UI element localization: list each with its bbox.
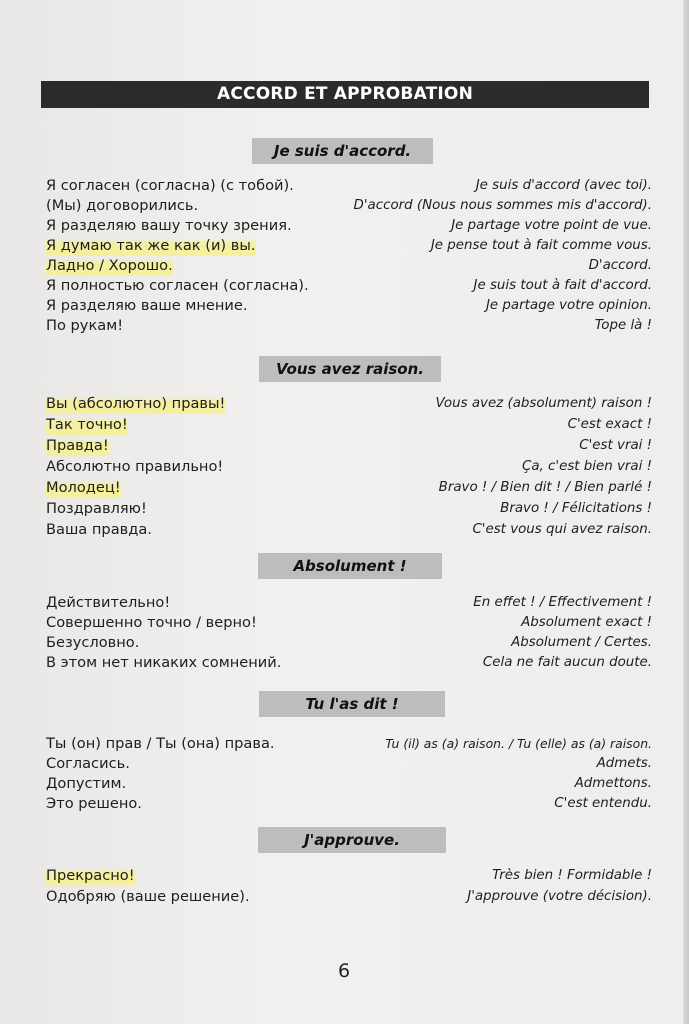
- russian-phrase: Допустим.: [46, 775, 127, 792]
- russian-phrase: Я полностью согласен (согласна).: [46, 277, 309, 294]
- russian-phrase: Действительно!: [46, 594, 171, 611]
- french-phrase: En effet ! / Effectivement !: [473, 595, 652, 610]
- russian-phrase: По рукам!: [46, 317, 124, 334]
- russian-phrase-highlighted: Правда!: [46, 437, 109, 454]
- phrase-row: [46, 754, 652, 774]
- french-phrase: Absolument exact !: [521, 615, 652, 630]
- french-phrase: D'accord (Nous nous sommes mis d'accord).: [353, 198, 652, 213]
- french-phrase: Admettons.: [574, 776, 652, 791]
- phrase-row: [46, 316, 652, 336]
- phrase-row: [46, 415, 652, 435]
- french-phrase: C'est entendu.: [554, 796, 652, 811]
- phrase-row: [46, 236, 652, 256]
- french-phrase: Ça, c'est bien vrai !: [521, 459, 652, 474]
- russian-phrase-highlighted: Я думаю так же как (и) вы.: [46, 237, 256, 254]
- phrase-row: [46, 394, 652, 414]
- page-number: 6: [337, 960, 351, 982]
- french-phrase: Je partage votre point de vue.: [451, 218, 652, 233]
- french-phrase: C'est exact !: [567, 417, 652, 432]
- phrase-row: [46, 276, 652, 296]
- russian-phrase-highlighted: Так точно!: [46, 416, 128, 433]
- french-phrase: C'est vrai !: [579, 438, 652, 453]
- french-phrase: D'accord.: [588, 258, 652, 273]
- french-phrase: Je suis tout à fait d'accord.: [473, 278, 652, 293]
- phrase-row: [46, 866, 652, 886]
- french-phrase: Je suis d'accord (avec toi).: [475, 178, 652, 193]
- phrase-row: [46, 256, 652, 276]
- russian-phrase-highlighted: Вы (абсолютно) правы!: [46, 395, 226, 412]
- phrase-row: [46, 520, 652, 540]
- russian-phrase: Ты (он) прав / Ты (она) права.: [46, 735, 275, 752]
- page-title: ACCORD ET APPROBATION: [41, 81, 649, 108]
- phrase-row: [46, 176, 652, 196]
- page-edge: [683, 0, 689, 1024]
- phrase-row: [46, 593, 652, 613]
- russian-phrase: Ваша правда.: [46, 521, 152, 538]
- french-phrase: C'est vous qui avez raison.: [472, 522, 652, 537]
- russian-phrase: Безусловно.: [46, 634, 140, 651]
- french-phrase: Je pense tout à fait comme vous.: [430, 238, 652, 253]
- russian-phrase: Согласись.: [46, 755, 130, 772]
- french-phrase: Bravo ! / Félicitations !: [500, 501, 652, 516]
- phrase-row: [46, 478, 652, 498]
- french-phrase: Bravo ! / Bien dit ! / Bien parlé !: [438, 480, 652, 495]
- french-phrase: Admets.: [596, 756, 652, 771]
- section-header-tu-las-dit: Tu l'as dit !: [259, 691, 445, 717]
- russian-phrase: Я разделяю вашу точку зрения.: [46, 217, 292, 234]
- french-phrase: Absolument / Certes.: [511, 635, 652, 650]
- russian-phrase: Я согласен (согласна) (с тобой).: [46, 177, 294, 194]
- phrase-row: [46, 613, 652, 633]
- russian-phrase: Абсолютно правильно!: [46, 458, 224, 475]
- russian-phrase: Я разделяю ваше мнение.: [46, 297, 248, 314]
- russian-phrase-highlighted: Молодец!: [46, 479, 121, 496]
- russian-phrase: Одобряю (ваше решение).: [46, 888, 250, 905]
- russian-phrase: Это решено.: [46, 795, 142, 812]
- section-header-je-suis-daccord: Je suis d'accord.: [252, 138, 433, 164]
- french-phrase: Très bien ! Formidable !: [492, 868, 652, 883]
- french-phrase: J'approuve (votre décision).: [467, 889, 652, 904]
- section-header-absolument: Absolument !: [258, 553, 442, 579]
- phrase-row: [46, 653, 652, 673]
- russian-phrase: В этом нет никаких сомнений.: [46, 654, 282, 671]
- french-phrase: Tu (il) as (a) raison. / Tu (elle) as (a) raison.: [385, 736, 652, 751]
- phrase-row: [46, 633, 652, 653]
- russian-phrase: (Мы) договорились.: [46, 197, 199, 214]
- section-header-vous-avez-raison: Vous avez raison.: [259, 356, 441, 382]
- french-phrase: Cela ne fait aucun doute.: [482, 655, 652, 670]
- phrase-row: [46, 499, 652, 519]
- phrase-row: [46, 296, 652, 316]
- russian-phrase: Совершенно точно / верно!: [46, 614, 257, 631]
- phrase-row: [46, 216, 652, 236]
- phrase-row: [46, 436, 652, 456]
- phrase-row: [46, 887, 652, 907]
- phrase-row: [46, 457, 652, 477]
- section-header-japprouve: J'approuve.: [258, 827, 446, 853]
- phrase-row: [46, 196, 652, 216]
- french-phrase: Tope là !: [594, 318, 652, 333]
- phrase-row: [46, 734, 652, 754]
- french-phrase: Vous avez (absolument) raison !: [435, 396, 652, 411]
- russian-phrase-highlighted: Прекрасно!: [46, 867, 135, 884]
- phrase-row: [46, 794, 652, 814]
- phrase-row: [46, 774, 652, 794]
- russian-phrase-highlighted: Ладно / Хорошо.: [46, 257, 173, 274]
- french-phrase: Je partage votre opinion.: [485, 298, 652, 313]
- russian-phrase: Поздравляю!: [46, 500, 147, 517]
